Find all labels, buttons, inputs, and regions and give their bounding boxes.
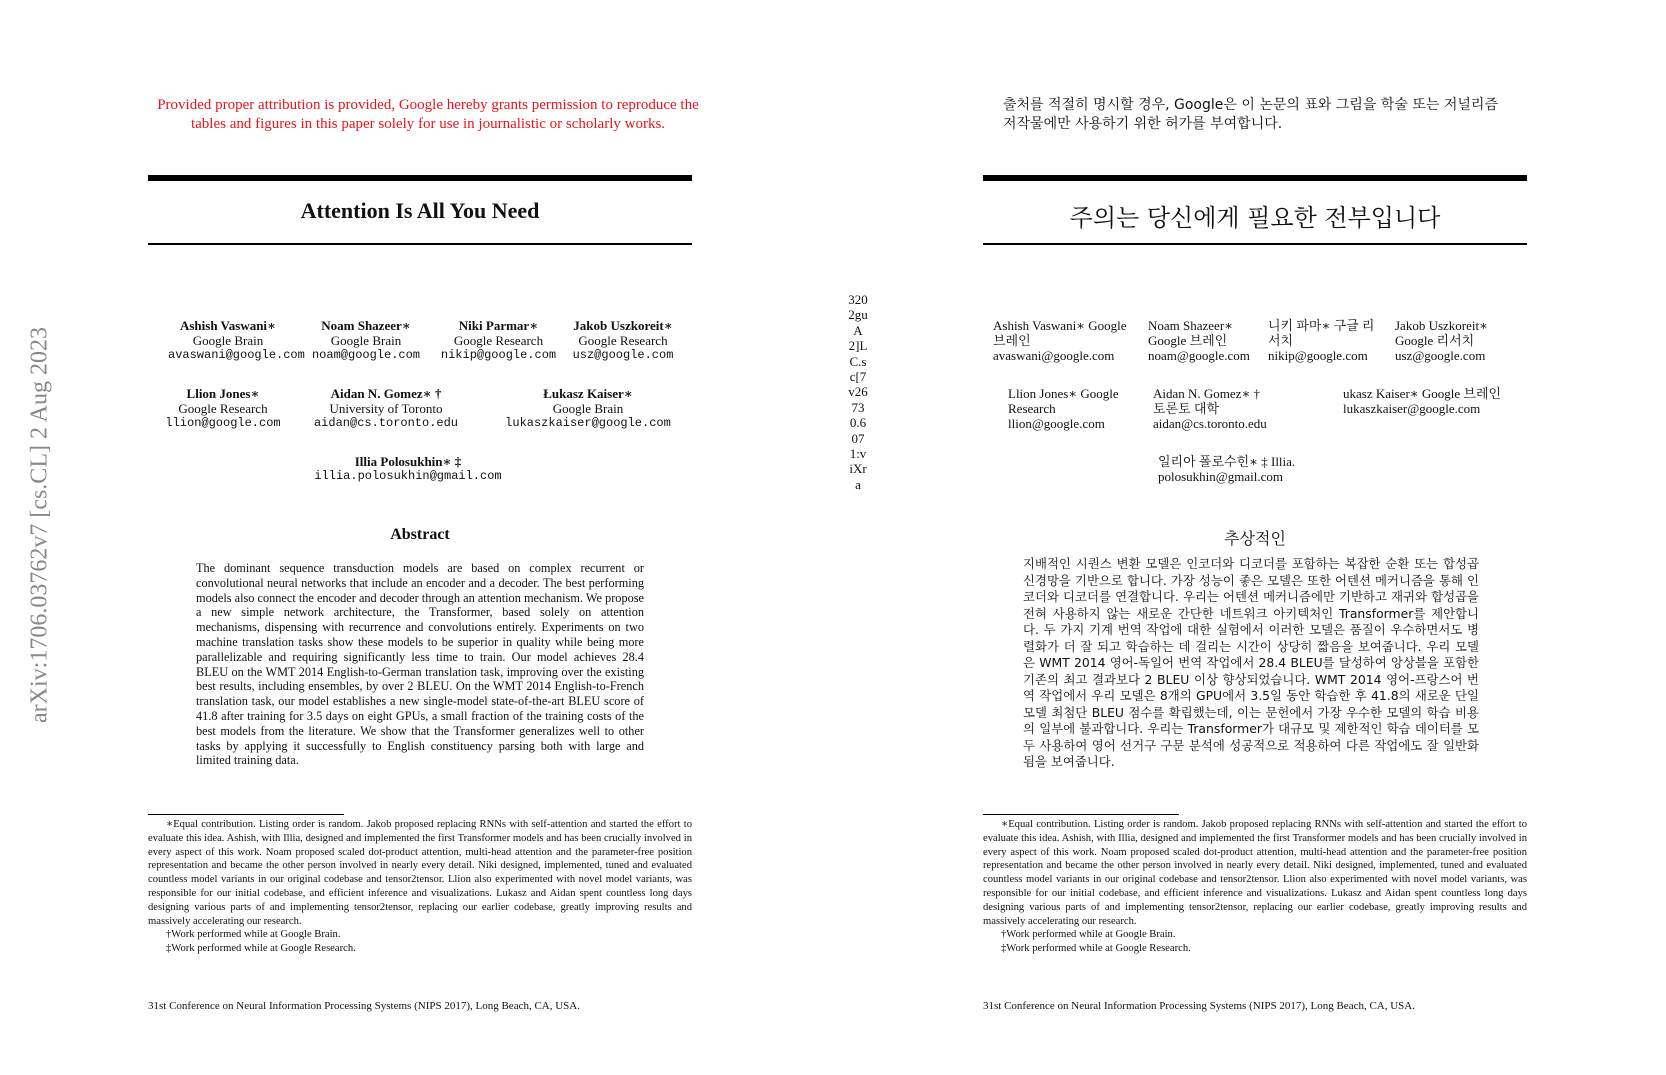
- author-email: noam@google.com: [311, 348, 421, 362]
- footnote-rule: [983, 814, 1179, 815]
- arxiv-sidebar: [18, 290, 62, 760]
- author-name: Niki Parmar∗: [458, 318, 539, 333]
- author-block: [306, 318, 426, 363]
- abstract-text: The dominant sequence transduction models are based on complex recurrent or convolutional neural networks that include an encoder and a decoder. The best performing models also connect the encoder and decoder through an attention mechanism. We propose a new simple network architecture, the Transformer, based solely on attention mechanisms, dispensing with recurrence and convolutions entirely. Experiments on two machine translation tasks show these models to be superior in quality while being more parallelizable and requiring significantly less time to train. Our model achieves 28.4 BLEU on the WMT 2014 English-to-German translation task, improving over the existing best results, including ensembles, by over 2 BLEU. On the WMT 2014 English-to-French translation task, our model establishes a new single-model state-of-the-art BLEU score of 41.8 after training for 3.5 days on eight GPUs, a small fraction of the training costs of the best models from the literature. We show that the Transformer generalizes well to other tasks by applying it successfully to English constituency parsing both with large and limited training data.: [196, 561, 644, 768]
- title-rule-top: [148, 175, 692, 181]
- abstract-text-ko: 지배적인 시퀀스 변환 모델은 인코더와 디코더를 포함하는 복잡한 순환 또는 합성곱 신경망을 기반으로 합니다. 가장 성능이 좋은 모델은 또한 어텐션 메커니즘을 통해 인코더와 디코더를 연결합니다. 우리는 어텐션 메커니즘에만 기반하고 재귀와 합성곱을 전혀 사용하지 않는 새로운 간단한 네트워크 아키텍처인 Transformer를 제안합니다. 두 가지 기계 번역 작업에 대한 실험에서 이러한 모델은 품질이 우수하면서도 병렬화가 더 잘 되고 학습하는 데 걸리는 시간이 상당히 짧음을 보여줍니다. 우리 모델은 WMT 2014 영어-독일어 번역 작업에서 28.4 BLEU를 달성하여 앙상블을 포함한 기존의 최고 결과보다 2 BLEU 이상 향상되었습니다. WMT 2014 영어-프랑스어 번역 작업에서 우리 모델은 8개의 GPU에서 3.5일 동안 학습한 후 41.8의 새로운 단일 모델 최첨단 BLEU 점수를 확립했는데, 이는 문헌에서 가장 우수한 모델의 학습 비용의 일부에 불과합니다. 우리는 Transformer가 대규모 및 제한적인 학습 데이터를 모두 사용하여 영어 선거구 구문 분석에 성공적으로 적용하여 다른 작업에도 잘 일반화됨을 보여줍니다.: [1023, 556, 1479, 769]
- author-email: lukaszkaiser@google.com: [505, 416, 671, 430]
- author-affiliation: University of Toronto: [329, 401, 443, 416]
- footnote-equal-contribution: ∗Equal contribution. Listing order is random. Jakob proposed replacing RNNs with self-attention and started the effort to evaluate this idea. Ashish, with Illia, designed and implemented the first Transformer models and has been crucially involved in every aspect of this work. Noam proposed scaled dot-product attention, multi-head attention and the parameter-free position representation and became the other person involved in nearly every detail. Niki designed, implemented, tuned and evaluated countless model variants in our original codebase and tensor2tensor. Llion also experimented with novel model variants, was responsible for our initial codebase, and efficient inference and visualizations. Lukasz and Aidan spent countless long days designing various parts of and implementing tensor2tensor, replacing our earlier codebase, greatly improving results and massively accelerating our research.: [983, 819, 1527, 927]
- paper-title-ko: 주의는 당신에게 필요한 전부입니다: [1069, 204, 1441, 232]
- author-block: [306, 386, 466, 431]
- author-block-ko: Aidan N. Gomez∗ † 토론토 대학aidan@cs.toronto.edu: [1153, 386, 1267, 431]
- footnote-rule: [148, 814, 344, 815]
- english-page: [148, 0, 708, 1075]
- author-email: avaswani@google.com: [168, 348, 305, 362]
- abstract-heading-ko: 추상적인: [1224, 529, 1286, 548]
- author-name: Ashish Vaswani∗: [179, 318, 277, 333]
- footnotes: [148, 818, 692, 956]
- author-block: [158, 386, 288, 431]
- arxiv-id: arXiv:1706.03762v7 [cs.CL] 2 Aug 2023: [26, 327, 53, 723]
- paper-title: Attention Is All You Need: [300, 198, 540, 223]
- author-name: Łukasz Kaiser∗: [543, 386, 633, 401]
- author-block: [308, 454, 508, 484]
- author-block-ko: ukasz Kaiser∗ Google 브레인 lukaszkaiser@google.com: [1343, 386, 1502, 416]
- title-rule-bottom: [983, 243, 1527, 245]
- footnote-brain: †Work performed while at Google Brain.: [1001, 929, 1176, 941]
- author-block: [436, 318, 561, 363]
- author-affiliation: Google Research: [453, 333, 544, 348]
- author-block-ko: 니키 파마∗ 구글 리서치 nikip@google.com: [1268, 318, 1375, 363]
- footnote-research: ‡Work performed while at Google Research.: [1001, 943, 1191, 955]
- author-affiliation: Google Brain: [552, 401, 624, 416]
- footnotes-ko: [983, 818, 1527, 956]
- author-affiliation: Google Brain: [330, 333, 402, 348]
- permission-notice: Provided proper attribution is provided, Google hereby grants permission to reproduce the tables and figures in this paper solely for use in journalistic or scholarly works.: [157, 97, 699, 132]
- author-name: Illia Polosukhin∗ ‡: [354, 454, 462, 469]
- author-email: aidan@cs.toronto.edu: [313, 416, 459, 430]
- author-email: llion@google.com: [165, 416, 281, 430]
- venue-line: 31st Conference on Neural Information Processing Systems (NIPS 2017), Long Beach, CA, USA.: [983, 1000, 1415, 1012]
- arxiv-strip-mirrored: 3202guA2]LC.sc[7v26730.6071:viXra: [848, 292, 868, 492]
- abstract-heading: Abstract: [390, 526, 450, 543]
- footnote-brain: †Work performed while at Google Brain.: [166, 929, 341, 941]
- author-affiliation: Google Brain: [192, 333, 264, 348]
- author-block-ko: Noam Shazeer∗ Google 브레인 noam@google.com: [1148, 318, 1250, 363]
- author-block-ko: Llion Jones∗ Google Research llion@google.com: [1008, 386, 1119, 431]
- author-block-ko: Ashish Vaswani∗ Google 브레인 avaswani@google.com: [993, 318, 1127, 363]
- footnote-research: ‡Work performed while at Google Research.: [166, 943, 356, 955]
- author-block-ko: 일리아 폴로수힌∗ ‡ Illia. polosukhin@gmail.com: [1158, 454, 1296, 484]
- title-rule-top: [983, 175, 1527, 181]
- author-block: [488, 386, 688, 431]
- korean-page: [983, 0, 1543, 1075]
- author-email: illia.polosukhin@gmail.com: [314, 469, 502, 483]
- author-name: Jakob Uszkoreit∗: [573, 318, 673, 333]
- author-affiliation: Google Research: [178, 401, 268, 416]
- venue-line: 31st Conference on Neural Information Processing Systems (NIPS 2017), Long Beach, CA, USA.: [148, 1000, 580, 1012]
- author-affiliation: Google Research: [578, 333, 668, 348]
- author-block: [168, 318, 305, 363]
- author-email: nikip@google.com: [440, 348, 557, 362]
- title-rule-bottom: [148, 243, 692, 245]
- author-name: Llion Jones∗: [186, 386, 260, 401]
- author-email: usz@google.com: [572, 348, 674, 362]
- author-name: Noam Shazeer∗: [321, 318, 411, 333]
- permission-notice-ko: 출처를 적절히 명시할 경우, Google은 이 논문의 표와 그림을 학술 또는 저널리즘 저작물에만 사용하기 위한 허가를 부여합니다.: [1003, 97, 1498, 132]
- author-block: [568, 318, 678, 363]
- author-name: Aidan N. Gomez∗ †: [330, 386, 442, 401]
- author-block-ko: Jakob Uszkoreit∗ Google 리서치 usz@google.com: [1395, 318, 1488, 363]
- footnote-equal-contribution: ∗Equal contribution. Listing order is random. Jakob proposed replacing RNNs with self-attention and started the effort to evaluate this idea. Ashish, with Illia, designed and implemented the first Transformer models and has been crucially involved in every aspect of this work. Noam proposed scaled dot-product attention, multi-head attention and the parameter-free position representation and became the other person involved in nearly every detail. Niki designed, implemented, tuned and evaluated countless model variants in our original codebase and tensor2tensor. Llion also experimented with novel model variants, was responsible for our initial codebase, and efficient inference and visualizations. Lukasz and Aidan spent countless long days designing various parts of and implementing tensor2tensor, replacing our earlier codebase, greatly improving results and massively accelerating our research.: [148, 819, 692, 927]
